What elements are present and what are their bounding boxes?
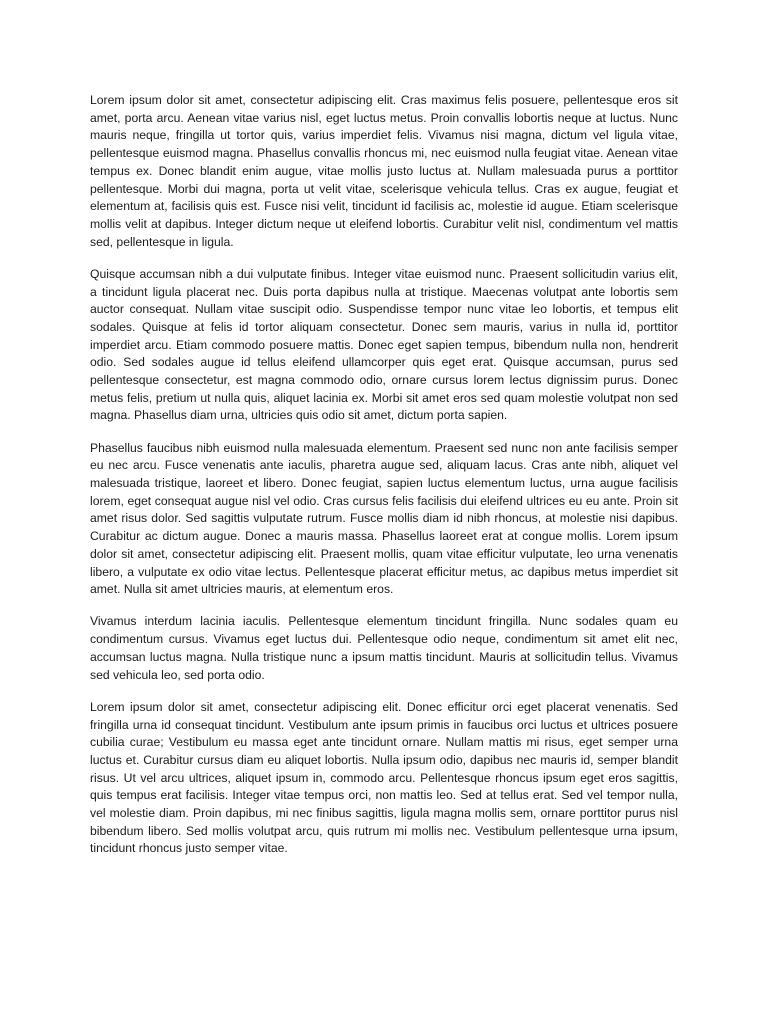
paragraph-5: Lorem ipsum dolor sit amet, consectetur adipiscing elit. Donec efficitur orci eget placerat venenatis. Sed fringilla urna id consequat tincidunt. Vestibulum ante ipsum primis in faucibus orci luctus et ultrices posuere cubilia curae; Vestibulum eu massa eget ante tincidunt ornare. Nullam mattis mi risus, eget semper urna luctus et. Curabitur cursus diam eu aliquet lobortis. Nulla ipsum odio, dapibus nec mauris id, semper blandit risus. Ut vel arcu ultrices, aliquet ipsum in, commodo arcu. Pellentesque rhoncus ipsum eget eros sagittis, quis tempus erat facilisis. Integer vitae tempus orci, non mattis leo. Sed at tellus erat. Sed vel tempor nulla, vel molestie diam. Proin dapibus, mi nec finibus sagittis, ligula magna mollis sem, ornare porttitor purus nisl bibendum libero. Sed mollis volutpat arcu, quis rutrum mi mollis nec. Vestibulum pellentesque urna ipsum, tincidunt rhoncus justo semper vitae. xyxy=(90,699,678,856)
paragraph-1: Lorem ipsum dolor sit amet, consectetur adipiscing elit. Cras maximus felis posuere, pellentesque eros sit amet, porta arcu. Aenean vitae varius nisl, eget luctus metus. Proin convallis lobortis neque at luctus. Nunc mauris neque, fringilla ut tortor quis, varius imperdiet felis. Vivamus nisi magna, dictum vel ligula vitae, pellentesque euismod magna. Phasellus convallis rhoncus mi, nec euismod nulla feugiat vitae. Aenean vitae tempus ex. Donec blandit enim augue, vitae mollis justo luctus at. Nullam malesuada purus a porttitor pellentesque. Morbi dui magna, porta ut velit vitae, scelerisque vehicula tellus. Cras ex augue, feugiat et elementum at, facilisis quis est. Fusce nisi velit, tincidunt id facilisis ac, molestie id augue. Etiam scelerisque mollis velit at dapibus. Integer dictum neque ut eleifend lobortis. Curabitur velit nisl, condimentum vel mattis sed, pellentesque in ligula. xyxy=(90,93,678,249)
paragraph-2: Quisque accumsan nibh a dui vulputate finibus. Integer vitae euismod nunc. Praesent sollicitudin varius elit, a tincidunt ligula placerat nec. Duis porta dapibus nulla at tristique. Maecenas volutpat ante lobortis sem auctor consequat. Nullam vitae suscipit odio. Suspendisse tempor nunc vitae leo lobortis, et tempus elit sodales. Quisque at felis id tortor aliquam consectetur. Donec sem mauris, varius in nulla id, porttitor imperdiet arcu. Etiam commodo posuere mattis. Donec eget sapien tempus, bibendum nulla non, hendrerit odio. Sed sodales augue id tellus eleifend ullamcorper quis eget erat. Quisque accumsan, purus sed pellentesque consectetur, est magna commodo odio, ornare cursus lorem lectus dignissim purus. Donec metus felis, pretium ut nulla quis, aliquet lacinia ex. Morbi sit amet eros sed quam molestie volutpat non sed magna. Phasellus diam urna, ultricies quis odio sit amet, dictum porta sapien. xyxy=(90,266,678,423)
paragraph-4: Vivamus interdum lacinia iaculis. Pellentesque elementum tincidunt fringilla. Nunc sodales quam eu condimentum cursus. Vivamus eget luctus dui. Pellentesque odio neque, condimentum sit amet elit nec, accumsan luctus magna. Nulla tristique nunc a ipsum mattis tincidunt. Mauris at sollicitudin tellus. Vivamus sed vehicula leo, sed porta odio. xyxy=(90,614,678,682)
document-body xyxy=(90,92,678,873)
paragraph-3: Phasellus faucibus nibh euismod nulla malesuada elementum. Praesent sed nunc non ante facilisis semper eu nec arcu. Fusce venenatis ante iaculis, pharetra augue sed, aliquam lacus. Cras ante nibh, aliquet vel malesuada tristique, laoreet et libero. Donec feugiat, sapien luctus elementum luctus, urna augue facilisis lorem, eget consequat augue nisl vel odio. Cras cursus felis facilisis dui eleifend ultrices eu eu ante. Proin sit amet risus dolor. Sed sagittis vulputate rutrum. Fusce mollis diam id nibh rhoncus, at molestie nisi dapibus. Curabitur ac dictum augue. Donec a mauris massa. Phasellus laoreet erat at congue mollis. Lorem ipsum dolor sit amet, consectetur adipiscing elit. Praesent mollis, quam vitae efficitur vulputate, leo urna venenatis libero, a vulputate ex odio vitae lectus. Pellentesque placerat efficitur metus, ac dapibus metus imperdiet sit amet. Nulla sit amet ultricies mauris, at elementum eros. xyxy=(90,440,678,597)
